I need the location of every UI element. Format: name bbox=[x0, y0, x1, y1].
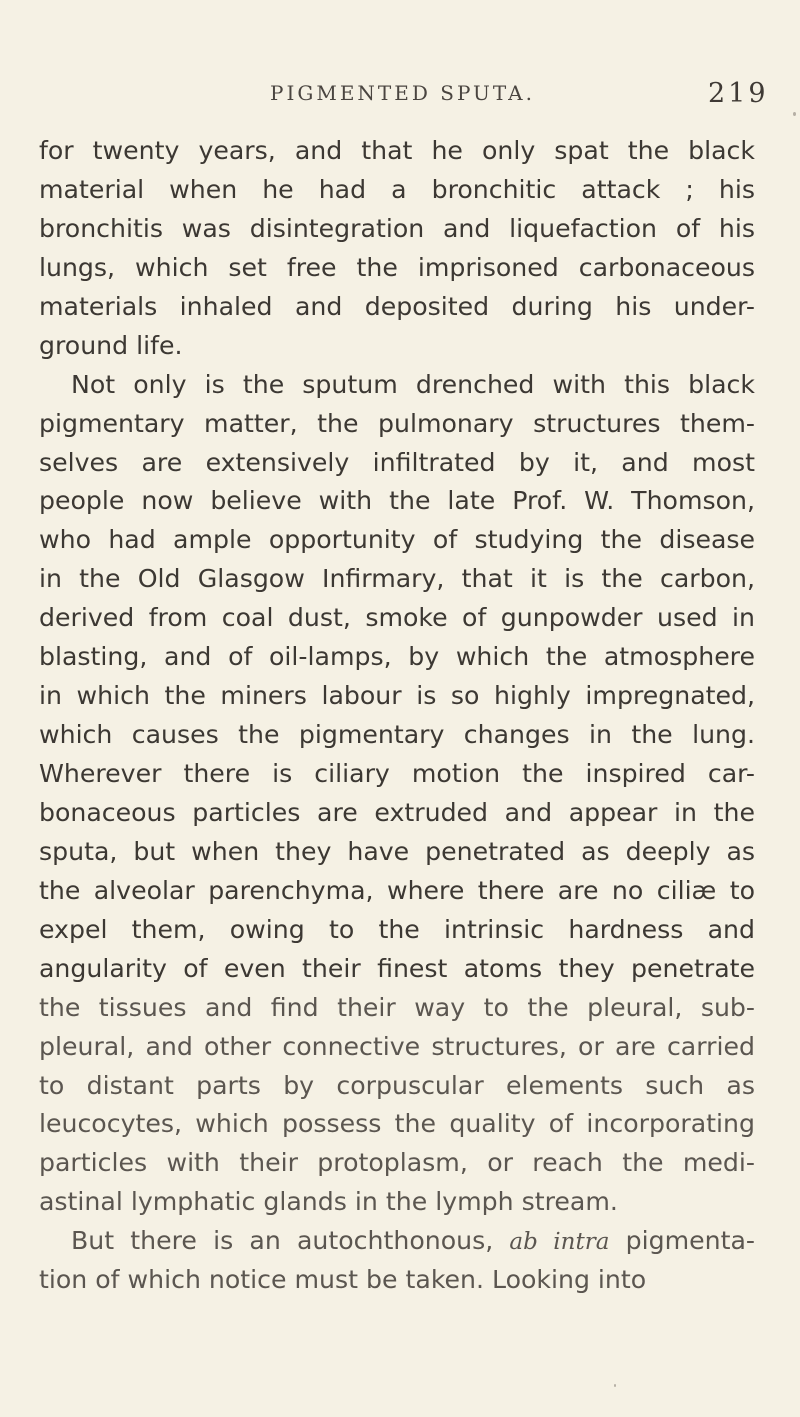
body-text bbox=[39, 132, 755, 1300]
text-line: which causes the pigmentary changes in the lung. bbox=[39, 720, 755, 750]
text-line: sputa, but when they have penetrated as deeply as bbox=[39, 836, 755, 866]
text-line: the alveolar parenchyma, where there are no ciliæ to bbox=[39, 875, 755, 905]
page-number: 219 bbox=[708, 78, 769, 109]
text-line: lungs, which set free the imprisoned carbonaceous bbox=[39, 252, 755, 282]
text-line: to distant parts by corpuscular elements such as bbox=[39, 1070, 755, 1100]
text-line: material when he had a bronchitic attack ; his bbox=[39, 174, 755, 204]
text-line: in the Old Glasgow Infirmary, that it is the carbon, bbox=[39, 564, 755, 594]
text-line: in which the miners labour is so highly impregnated, bbox=[39, 681, 755, 711]
text-line: leucocytes, which possess the quality of incorporating bbox=[39, 1109, 755, 1139]
text-line: selves are extensively infiltrated by it, and most bbox=[39, 447, 755, 477]
running-title: PIGMENTED SPUTA. bbox=[270, 81, 535, 105]
text-line: astinal lymphatic glands in the lymph stream. bbox=[39, 1187, 618, 1217]
paragraph-start-line bbox=[39, 1222, 755, 1261]
text-line: derived from coal dust, smoke of gunpowder used in bbox=[39, 603, 755, 633]
running-head bbox=[0, 78, 800, 115]
text-line: bronchitis was disintegration and liquefaction of his bbox=[39, 213, 755, 243]
paragraph-start-line: Not only is the sputum drenched with this black bbox=[71, 369, 755, 399]
text-line: blasting, and of oil-lamps, by which the atmosphere bbox=[39, 642, 755, 672]
italic-phrase: ab intra bbox=[509, 1229, 610, 1256]
text-fragment: But there is an autochthonous, bbox=[71, 1226, 510, 1256]
text-line: who had ample opportunity of studying the disease bbox=[39, 525, 755, 555]
text-fragment: pigmenta- bbox=[609, 1226, 755, 1256]
text-line: pigmentary matter, the pulmonary structures them- bbox=[39, 408, 755, 438]
text-line: bonaceous particles are extruded and appear in the bbox=[39, 797, 755, 827]
text-line: pleural, and other connective structures, or are carried bbox=[39, 1031, 755, 1061]
text-line: ground life. bbox=[39, 330, 183, 360]
paper-speck bbox=[614, 1384, 616, 1387]
text-line: materials inhaled and deposited during his under- bbox=[39, 291, 755, 321]
text-line: for twenty years, and that he only spat the black bbox=[39, 136, 755, 165]
text-line: particles with their protoplasm, or reach the medi- bbox=[39, 1148, 755, 1178]
text-line: the tissues and find their way to the pleural, sub- bbox=[39, 992, 755, 1022]
text-line: tion of which notice must be taken. Looking into bbox=[39, 1265, 647, 1295]
text-line: angularity of even their finest atoms they penetrate bbox=[39, 953, 755, 983]
text-line: Wherever there is ciliary motion the inspired car- bbox=[39, 759, 755, 788]
text-line: expel them, owing to the intrinsic hardness and bbox=[39, 914, 755, 944]
paper-speck bbox=[793, 112, 796, 116]
text-line: people now believe with the late Prof. W. Thomson, bbox=[39, 486, 755, 516]
